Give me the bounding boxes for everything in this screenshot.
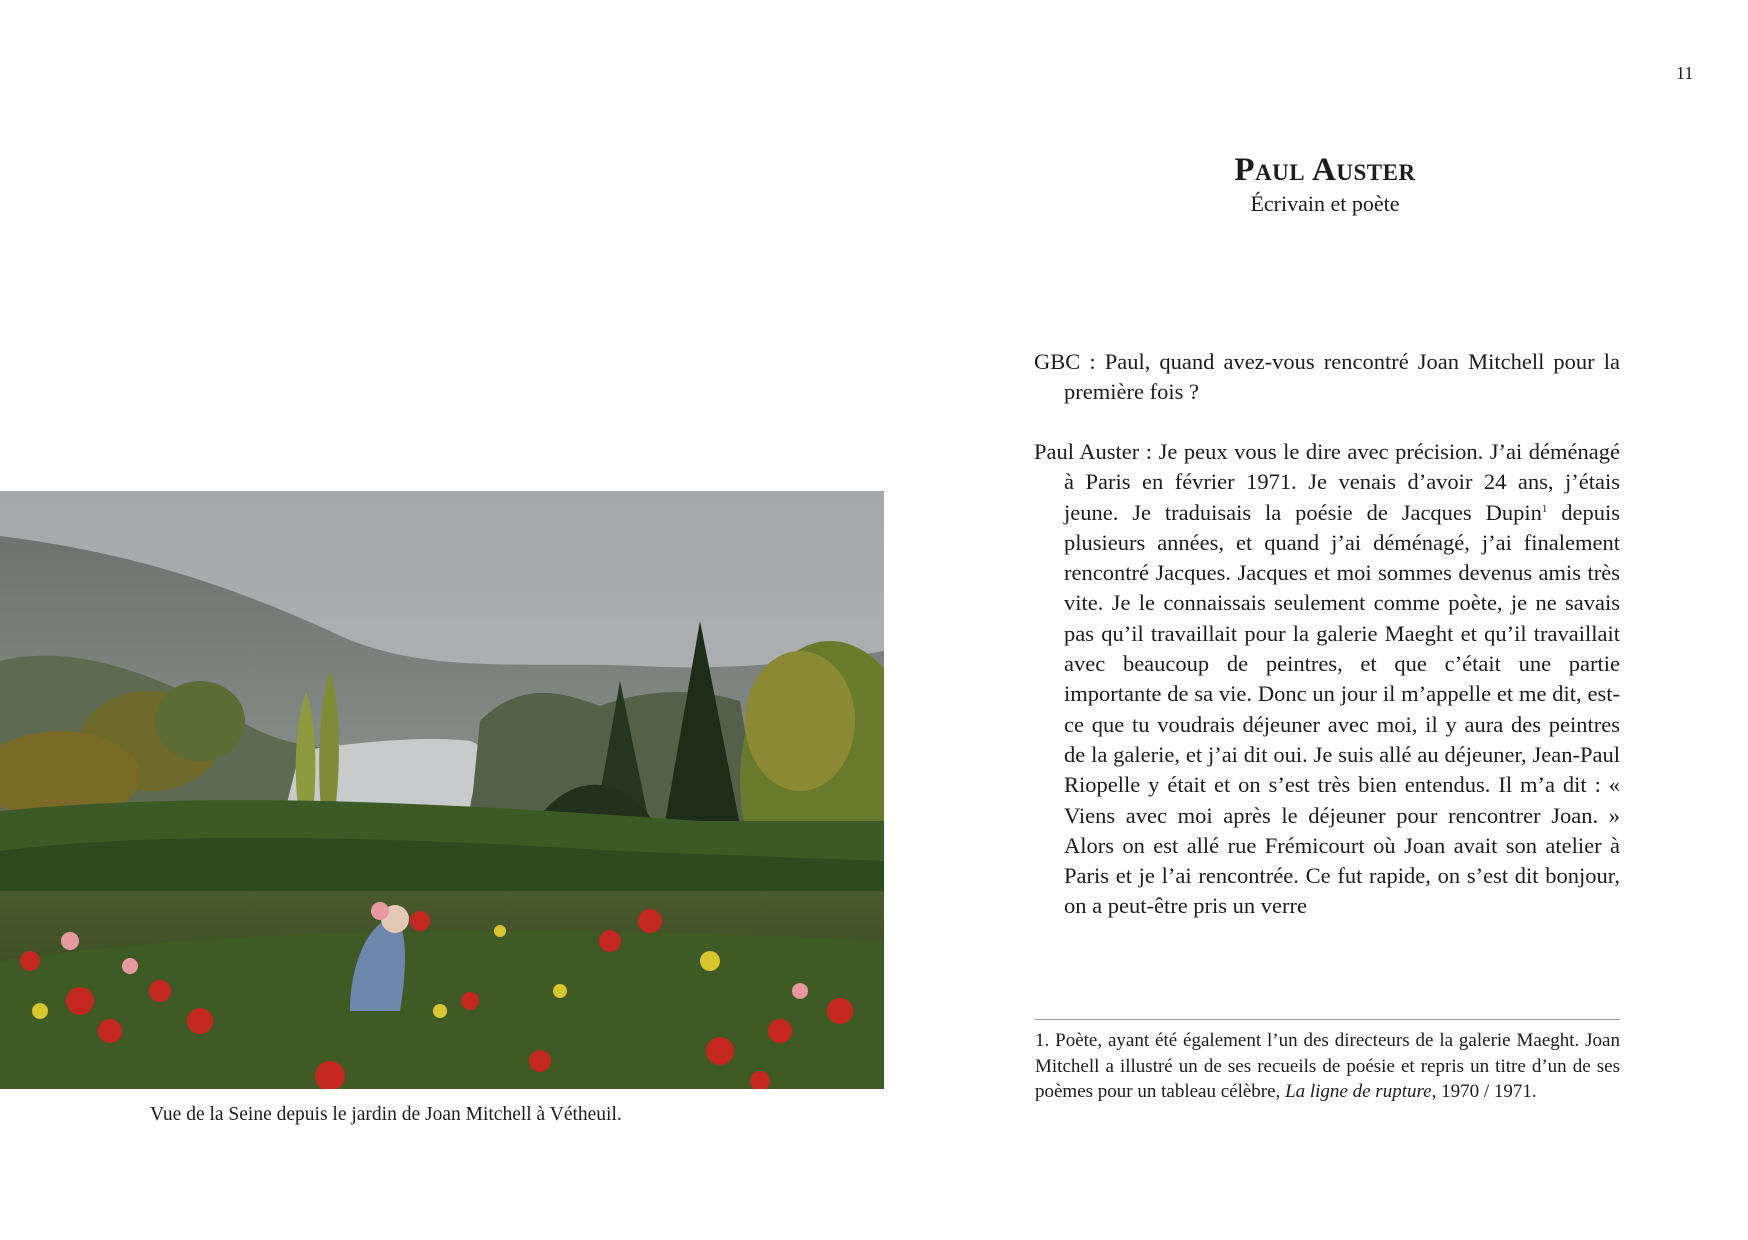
answer-text-part1: Je peux vous le dire avec précision. J’ai déménagé à Paris en février 1971. Je venais d’avoir 24 ans, j’étais jeune. Je traduisais la poésie de Jacques Dupin bbox=[1064, 439, 1620, 525]
answer-text-part2: depuis plusieurs années, et quand j’ai déménagé, j’ai finalement rencontré Jacques. Jacques et moi sommes devenus amis très vite. Je le connaissais seulement comme poète, je ne savais pas qu’il travaillait pour la galerie Maeght et qu’il travaillait avec beaucoup de peintres, et que c’était une partie importante de sa vie. Donc un jour il m’appelle et me dit, est-ce que tu voudrais déjeuner avec moi, il y aura des peintres de la galerie, et j’ai dit oui. Je suis allé au déjeuner, Jean-Paul Riopelle y était et on s’est très bien entendus. Il m’a dit : « Viens avec moi après le déjeuner pour rencontrer Joan. » Alors on est allé rue Frémicourt où Joan avait son atelier à Paris et je l’ai rencontrée. Ce fut rapide, on s’est dit bonjour, on a peut-être pris un verre bbox=[1064, 499, 1620, 919]
footnote-artwork-title: La ligne de rupture bbox=[1285, 1081, 1432, 1102]
footnote-divider bbox=[1035, 1019, 1620, 1020]
interview-question bbox=[1034, 347, 1620, 408]
page-number: 11 bbox=[1676, 63, 1694, 83]
footnote-reference: 1 bbox=[1541, 502, 1548, 515]
answer-speaker: Paul Auster bbox=[1034, 439, 1140, 464]
question-separator: : bbox=[1080, 349, 1105, 374]
author-role: Écrivain et poète bbox=[1250, 191, 1400, 216]
photo-caption: Vue de la Seine depuis le jardin de Joan Mitchell à Vétheuil. bbox=[150, 1104, 622, 1125]
author-name: Paul Auster bbox=[1234, 152, 1416, 188]
answer-separator: : bbox=[1139, 439, 1159, 464]
photo-illustration bbox=[0, 491, 884, 1089]
chapter-header bbox=[1200, 150, 1450, 218]
interview-answer bbox=[1034, 437, 1620, 922]
footnote-text: 1. Poète, ayant été également l’un des directeurs de la galerie Maeght. Joan Mitchell a illustré un de ses recueils de poésie et repris un titre d’un de ses poèmes pour un tableau célèbre, bbox=[1035, 1030, 1620, 1102]
question-text: Paul, quand avez-vous rencontré Joan Mitchell pour la première fois ? bbox=[1064, 349, 1620, 405]
footnote-tail: , 1970 / 1971. bbox=[1431, 1081, 1537, 1102]
question-speaker: GBC bbox=[1034, 349, 1081, 374]
footnote bbox=[1035, 1028, 1620, 1105]
garden-photograph bbox=[0, 491, 884, 1089]
